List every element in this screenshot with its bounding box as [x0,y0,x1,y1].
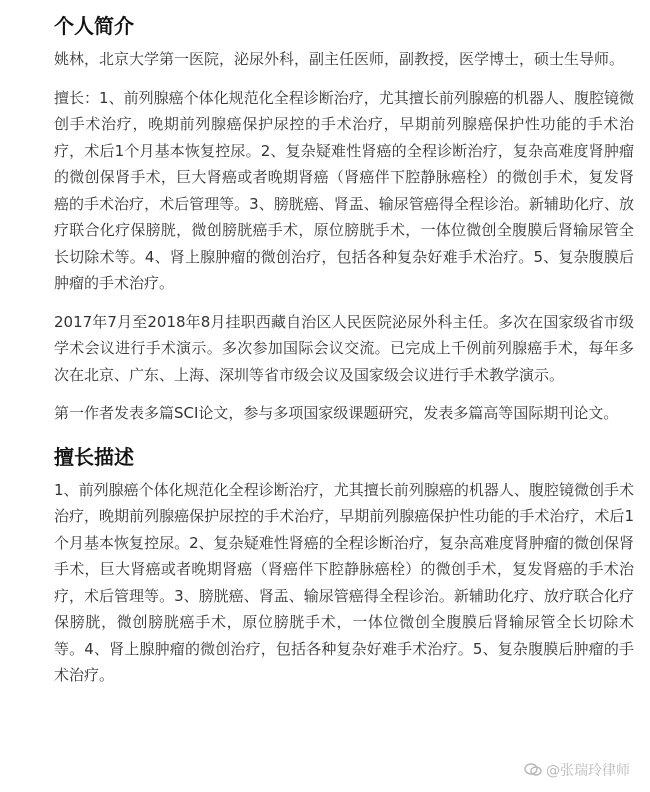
profile-intro: 姚林，北京大学第一医院，泌尿外科，副主任医师，副教授，医学博士，硕士生导师。 [54,50,625,68]
profile-research: 第一作者发表多篇SCI论文，参与多项国家级课题研究，发表多篇高等国际期刊论文。 [54,404,619,422]
profile-expertise: 擅长：1、前列腺癌个体化规范化全程诊断治疗，尤其擅长前列腺癌的机器人、腹腔镜微创手术治疗，晚期前列腺癌保护尿控的手术治疗，早期前列腺癌保护性功能的手术治疗，术后1个月基本恢复控尿。2、复杂疑难性肾癌的全程诊断治疗，复杂高难度肾肿瘤的微创保肾手术，巨大肾癌或者晚期肾癌（肾癌伴下腔静脉癌栓）的微创手术，复发肾癌的手术治疗，术后管理等。3、膀胱癌、肾盂、输尿管癌得全程诊治。新辅助化疗、放疗联合化疗保膀胱，微创膀胱癌手术，原位膀胱手术，一体位微创全腹膜后肾输尿管全长切除术等。4、肾上腺肿瘤的微创治疗，包括各种复杂好难手术治疗。5、复杂腹膜后肿瘤的手术治疗。 [54,88,634,292]
specialty-description: 1、前列腺癌个体化规范化全程诊断治疗，尤其擅长前列腺癌的机器人、腹腔镜微创手术治疗，晚期前列腺癌保护尿控的手术治疗，早期前列腺癌保护性功能的手术治疗，术后1个月基本恢复控尿。2、复杂疑难性肾癌的全程诊断治疗，复杂高难度肾肿瘤的微创保肾手术，巨大肾癌或者晚期肾癌（肾癌伴下腔静脉癌栓）的微创手术，复发肾癌的手术治疗，术后管理等。3、膀胱癌、肾盂、输尿管癌得全程诊治。新辅助化疗、放疗联合化疗保膀胱，微创膀胱癌手术，原位膀胱手术，一体位微创全腹膜后肾输尿管全长切除术等。4、肾上腺肿瘤的微创治疗，包括各种复杂好难手术治疗。5、复杂腹膜后肿瘤的手术治疗。 [54,480,634,684]
watermark [524,760,630,780]
watermark-text: @张瑞玲律师 [546,763,630,779]
section-title-specialty: 擅长描述 [54,444,134,469]
section-title-profile: 个人简介 [54,14,134,38]
bubble-logo-icon [524,762,542,778]
profile-experience: 2017年7月至2018年8月挂职西藏自治区人民医院泌尿外科主任。多次在国家级省市级学术会议进行手术演示。多次参加国际会议交流。已完成上千例前列腺癌手术，每年多次在北京、广东、上海、深圳等省市级会议及国家级会议进行手术教学演示。 [54,312,634,384]
article-body [54,0,634,689]
